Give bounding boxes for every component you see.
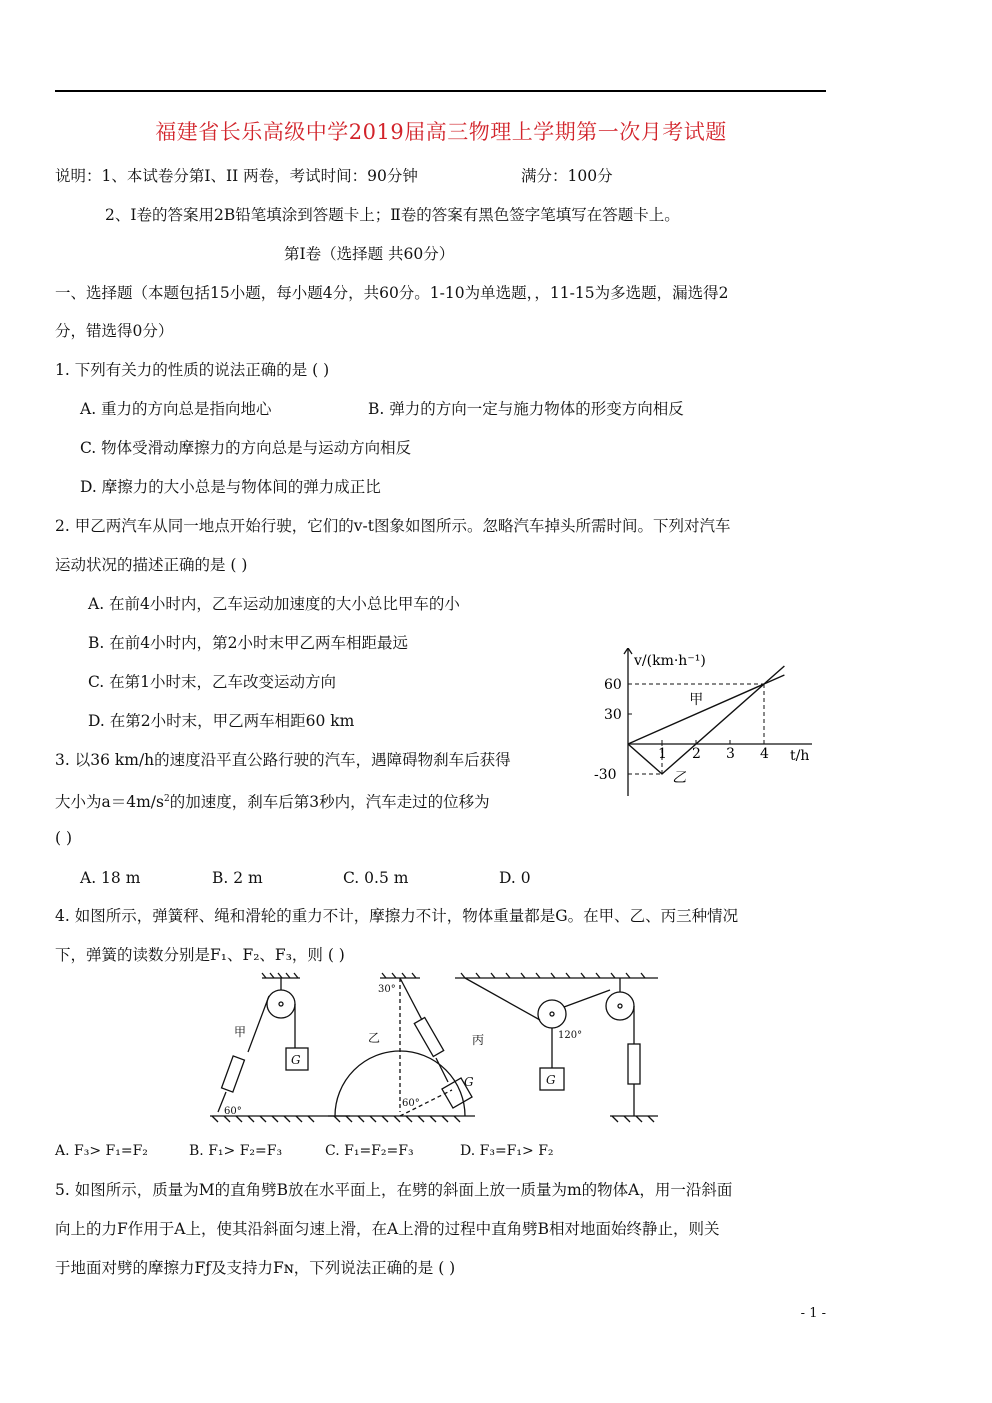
instructions-line-1: 说明：1、本试卷分第Ⅰ、II 两卷，考试时间：90分钟 <box>55 167 418 185</box>
q2-option-c: C. 在第1小时末，乙车改变运动方向 <box>88 673 337 691</box>
x-tick-label: 4 <box>760 746 769 762</box>
x-tick-label: 2 <box>692 746 701 762</box>
x-axis-label: t/h <box>790 748 810 764</box>
q3-stem-1: 3. 以36 km/h的速度沿平直公路行驶的汽车，遇障碍物刹车后获得 <box>55 751 511 769</box>
q1-option-a: A. 重力的方向总是指向地心 <box>80 400 272 418</box>
pulley-wheel <box>606 992 634 1020</box>
q5-stem-3: 于地面对劈的摩擦力Fƒ及支持力Fɴ，下列说法正确的是 ( ) <box>55 1259 456 1277</box>
q2-option-d: D. 在第2小时末，甲乙两车相距60 km <box>88 712 355 730</box>
figure-label-yi: 乙 <box>368 1031 381 1045</box>
x-tick-label: 3 <box>726 746 735 762</box>
series-label-jia: 甲 <box>689 692 704 708</box>
q3-stem-2a: 大小为a＝4m/s <box>55 793 164 812</box>
q2-option-b: B. 在前4小时内，第2小时末甲乙两车相距最远 <box>88 634 408 652</box>
y-tick-label: 60 <box>604 677 622 693</box>
figure-label-jia: 甲 <box>234 1025 247 1039</box>
q3-stem-2b: 的加速度，刹车后第3秒内，汽车走过的位移为 <box>169 793 490 812</box>
series-label-yi: 乙 <box>672 770 687 786</box>
q4-option-b: B. F₁> F₂=F₃ <box>189 1143 283 1159</box>
series-line-1 <box>628 675 784 744</box>
section1-intro-2: 分，错选得0分） <box>55 322 174 340</box>
q3-option-a: A. 18 m <box>80 869 141 887</box>
q3-stem-2 <box>55 789 490 812</box>
angle-label: 120° <box>558 1030 583 1041</box>
instructions-full-score: 满分：100分 <box>521 167 613 185</box>
spring-scale <box>222 1056 245 1092</box>
page-title: 福建省长乐高级中学2019届高三物理上学期第一次月考试题 <box>155 120 727 144</box>
pulley-wheel <box>267 990 295 1018</box>
figure-bing <box>455 973 658 1122</box>
weight-label-g: G <box>546 1073 556 1087</box>
q3-stem-2-superscript: 2 <box>163 794 170 804</box>
top-rule <box>55 90 826 92</box>
q1-option-d: D. 摩擦力的大小总是与物体间的弹力成正比 <box>80 478 381 496</box>
angle-label: 60° <box>224 1106 242 1117</box>
spring-scale <box>414 1018 443 1057</box>
q2-stem-2: 运动状况的描述正确的是 ( ) <box>55 556 248 574</box>
spring-scale <box>628 1044 640 1084</box>
vt-graph <box>590 648 820 798</box>
page-number: - 1 - <box>800 1306 826 1321</box>
figure-label-bing: 丙 <box>472 1033 485 1047</box>
figure-jia <box>210 973 350 1122</box>
instructions-line-2: 2、Ⅰ卷的答案用2B铅笔填涂到答题卡上；Ⅱ卷的答案有黑色签字笔填写在答题卡上。 <box>105 206 680 224</box>
angle-label: 30° <box>378 984 396 995</box>
q4-stem-1: 4. 如图所示，弹簧秤、绳和滑轮的重力不计，摩擦力不计，物体重量都是G。在甲、乙、丙三种情况 <box>55 907 739 925</box>
pulley-figures <box>190 972 670 1132</box>
weight-label-g: G <box>291 1053 301 1067</box>
section1-intro-1: 一、选择题（本题包括15小题，每小题4分，共60分。1-10为单选题，，11-15为多选题，漏选得2 <box>55 284 729 302</box>
part1-heading: 第Ⅰ卷（选择题 共60分） <box>284 245 455 263</box>
q2-option-a: A. 在前4小时内，乙车运动加速度的大小总比甲车的小 <box>88 595 460 613</box>
q2-stem-1: 2. 甲乙两汽车从同一地点开始行驶，它们的v-t图象如图所示。忽略汽车掉头所需时间。下列对汽车 <box>55 517 731 535</box>
q1-option-c: C. 物体受滑动摩擦力的方向总是与运动方向相反 <box>80 439 412 457</box>
q5-stem-1: 5. 如图所示，质量为M的直角劈B放在水平面上，在劈的斜面上放一质量为m的物体A，用一沿斜面 <box>55 1181 733 1199</box>
q3-option-d: D. 0 <box>499 869 531 887</box>
x-tick-label: 1 <box>658 746 667 762</box>
y-axis-label: v/(km·h⁻¹) <box>634 653 706 669</box>
weight-label-g: G <box>464 1075 474 1089</box>
q3-option-c: C. 0.5 m <box>343 869 409 887</box>
angle-label: 60° <box>402 1098 420 1109</box>
y-tick-label: 30 <box>604 707 622 723</box>
q1-stem: 1. 下列有关力的性质的说法正确的是 ( ) <box>55 361 330 379</box>
q3-stem-3: ( ) <box>55 829 73 847</box>
q4-option-a: A. F₃> F₁=F₂ <box>55 1143 148 1159</box>
pulley-wheel <box>538 1000 566 1028</box>
q5-stem-2: 向上的力F作用于A上，使其沿斜面匀速上滑，在A上滑的过程中直角劈B相对地面始终静止，则关 <box>55 1220 720 1238</box>
q4-option-c: C. F₁=F₂=F₃ <box>325 1143 414 1159</box>
q3-option-b: B. 2 m <box>212 869 263 887</box>
q4-option-d: D. F₃=F₁> F₂ <box>460 1143 554 1159</box>
y-tick-label: -30 <box>594 767 617 783</box>
q4-stem-2: 下，弹簧的读数分别是F₁、F₂、F₃，则 ( ) <box>55 946 345 964</box>
q1-option-b: B. 弹力的方向一定与施力物体的形变方向相反 <box>368 400 684 418</box>
